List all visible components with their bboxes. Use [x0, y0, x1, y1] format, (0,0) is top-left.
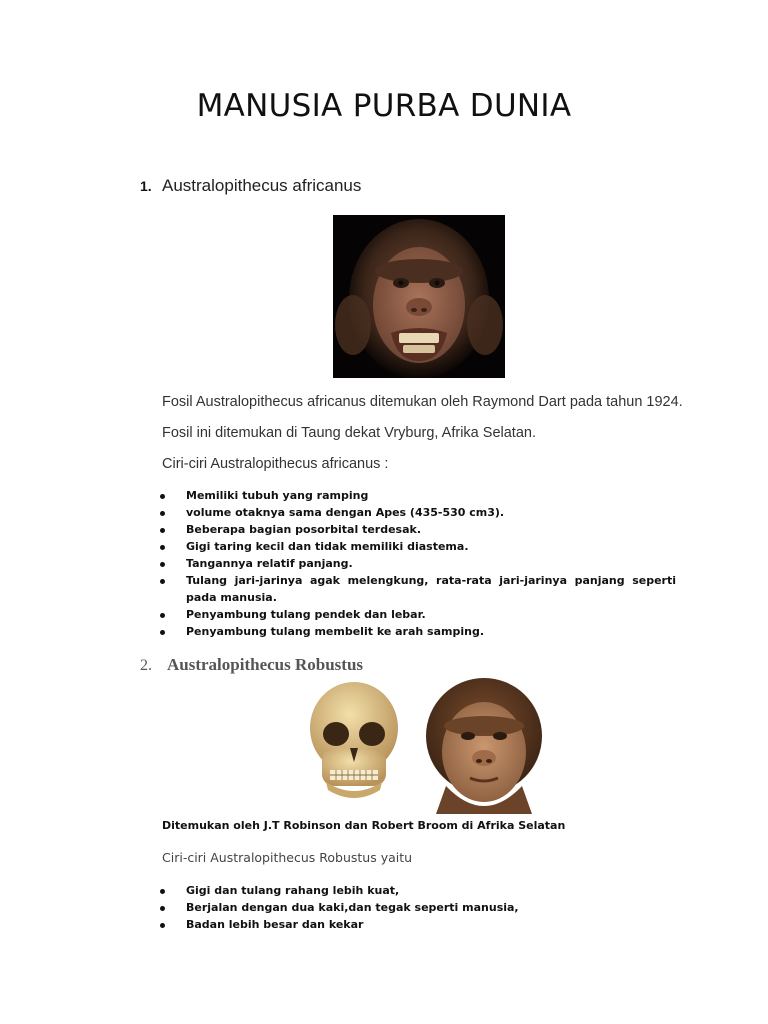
list-item: Tangannya relatif panjang.	[160, 555, 676, 572]
list-item: Beberapa bagian posorbital terdesak.	[160, 521, 676, 538]
bullet-dot-icon	[160, 579, 165, 584]
list-item: Tulang jari-jarinya agak melengkung, rata-rata jari-jarinya panjang seperti pada manusia.	[160, 572, 676, 606]
list-item: Memiliki tubuh yang ramping	[160, 487, 676, 504]
bullet-dot-icon	[160, 545, 165, 550]
section-2-heading	[140, 655, 363, 675]
section-1-paragraph-1: Fosil Australopithecus africanus ditemukan oleh Raymond Dart pada tahun 1924.	[162, 394, 683, 410]
section-1-number: 1.	[140, 178, 152, 194]
bullet-dot-icon	[160, 511, 165, 516]
section-2-number: 2.	[140, 657, 152, 674]
section-1-bullet-list	[160, 487, 676, 640]
section-1-title: Australopithecus africanus	[162, 176, 362, 195]
list-item: Badan lebih besar dan kekar	[160, 916, 676, 933]
bullet-dot-icon	[160, 923, 165, 928]
page-title: MANUSIA PURBA DUNIA	[196, 88, 572, 124]
bullet-dot-icon	[160, 528, 165, 533]
section-2-bullet-list	[160, 882, 676, 933]
bullet-dot-icon	[160, 906, 165, 911]
bullet-dot-icon	[160, 613, 165, 618]
section-1-paragraph-3: Ciri-ciri Australopithecus africanus :	[162, 456, 389, 472]
bullet-dot-icon	[160, 630, 165, 635]
skull-icon	[310, 682, 398, 798]
section-2-title: Australopithecus Robustus	[167, 655, 364, 674]
list-item: Gigi dan tulang rahang lebih kuat,	[160, 882, 676, 899]
section-2-paragraph: Ditemukan oleh J.T Robinson dan Robert Broom di Afrika Selatan	[162, 819, 566, 832]
list-item: volume otaknya sama dengan Apes (435-530 cm3).	[160, 504, 676, 521]
robustus-skull-and-face-illustration	[296, 676, 548, 814]
australopithecus-africanus-photo	[333, 215, 505, 378]
bullet-dot-icon	[160, 889, 165, 894]
section-1-heading	[140, 176, 361, 196]
australopithecus-robustus-photo	[296, 676, 548, 814]
list-item: Penyambung tulang membelit ke arah samping.	[160, 623, 676, 640]
bullet-dot-icon	[160, 562, 165, 567]
africanus-face-illustration	[333, 215, 505, 378]
list-item: Berjalan dengan dua kaki,dan tegak seperti manusia,	[160, 899, 676, 916]
list-item: Penyambung tulang pendek dan lebar.	[160, 606, 676, 623]
section-2-subheading: Ciri-ciri Australopithecus Robustus yaitu	[162, 850, 413, 865]
section-1-paragraph-2: Fosil ini ditemukan di Taung dekat Vryburg, Afrika Selatan.	[162, 425, 536, 441]
bullet-dot-icon	[160, 494, 165, 499]
list-item: Gigi taring kecil dan tidak memiliki diastema.	[160, 538, 676, 555]
robustus-face-icon	[426, 678, 542, 814]
